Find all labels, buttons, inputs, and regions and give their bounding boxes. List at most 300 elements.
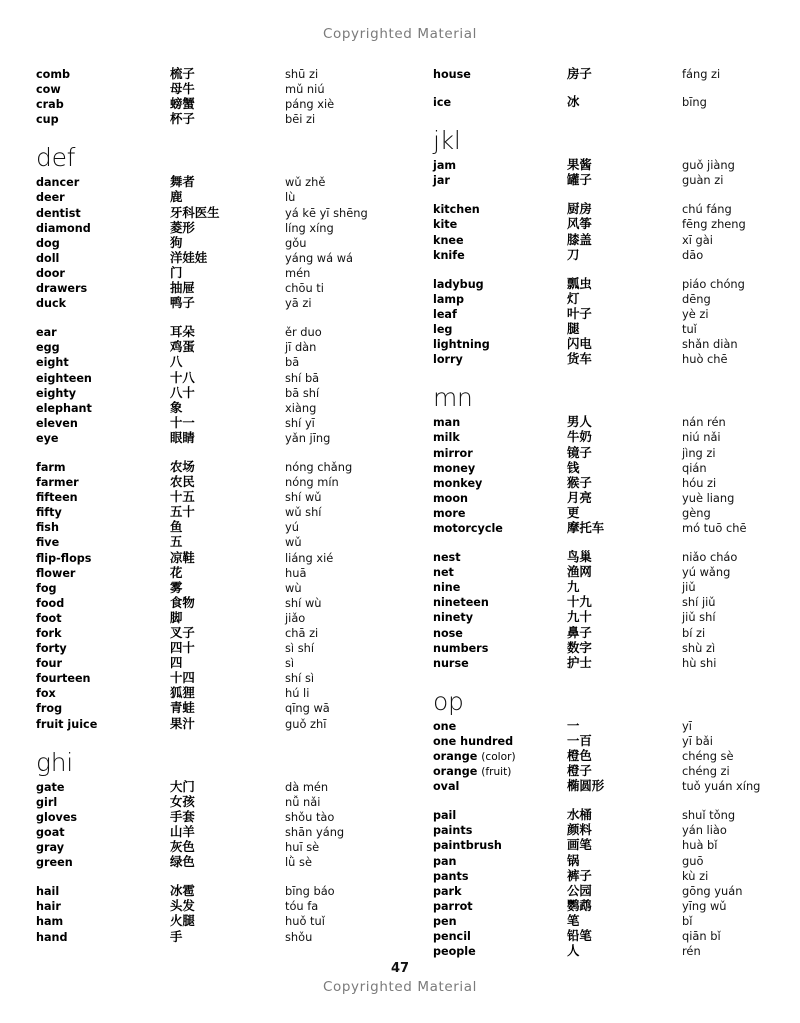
entry-chinese: 人 (567, 943, 580, 959)
entry-chinese: 大门 (170, 778, 195, 794)
entry-pinyin: chā zi (285, 626, 319, 640)
entry-english: goat (36, 825, 65, 839)
entry-pinyin: shù zì (682, 640, 716, 655)
entry-english: more (433, 506, 466, 520)
entry-chinese: 舞者 (170, 174, 195, 190)
entry-chinese: 食物 (170, 594, 195, 610)
entry-chinese: 护士 (567, 654, 592, 670)
entry-pinyin: bā shí (285, 385, 320, 400)
entry-chinese: 螃蟹 (170, 96, 195, 112)
section-header: ghi (36, 747, 73, 777)
dictionary-entry (433, 172, 800, 187)
entry-english: eye (36, 431, 59, 445)
entry-chinese: 八十 (170, 384, 195, 400)
entry-group (36, 883, 403, 943)
entry-group (36, 459, 403, 731)
dictionary-entry (433, 579, 800, 594)
entry-chinese: 手套 (170, 808, 195, 824)
entry-chinese: 数字 (567, 639, 592, 655)
entry-chinese: 橙子 (567, 763, 592, 779)
entry-pinyin: chéng zi (682, 764, 730, 779)
dictionary-entry (433, 564, 800, 579)
entry-pinyin: huò chē (682, 352, 728, 367)
entry-pinyin: fáng zi (682, 67, 721, 81)
dictionary-entry (36, 610, 403, 625)
dictionary-entry (433, 232, 800, 247)
dictionary-entry (36, 459, 403, 474)
dictionary-entry (36, 415, 403, 430)
entry-chinese: 杯子 (170, 111, 195, 127)
entry-chinese: 梳子 (170, 66, 195, 81)
entry-english: fruit juice (36, 717, 98, 731)
entry-pinyin: jī dàn (285, 340, 317, 355)
entry-chinese: 男人 (567, 414, 592, 430)
section-op (433, 686, 800, 959)
entry-pinyin: wù (285, 580, 302, 595)
entry-pinyin: bā (285, 355, 300, 370)
dictionary-entry (36, 370, 403, 385)
entry-chinese: 五十 (170, 504, 195, 520)
dictionary-entry (433, 837, 800, 852)
dictionary-entry (36, 250, 403, 265)
entry-english: pants (433, 869, 469, 883)
entry-english: nurse (433, 656, 469, 670)
dictionary-entry (433, 66, 800, 81)
entry-pinyin: yè zi (682, 306, 709, 321)
entry-pinyin: xiàng (285, 400, 317, 415)
entry-english: farmer (36, 476, 79, 490)
dictionary-entry (36, 295, 403, 310)
entry-chinese: 冰 (567, 94, 580, 110)
entry-pinyin: huà bǐ (682, 838, 718, 853)
section-ghi (36, 747, 403, 944)
entry-english: knife (433, 248, 465, 262)
entry-chinese: 风筝 (567, 216, 592, 232)
dictionary-entry (433, 321, 800, 336)
entry-english: pencil (433, 930, 471, 944)
entry-english: house (433, 68, 471, 81)
entry-english: lamp (433, 292, 465, 306)
entry-pinyin: huǒ tuǐ (285, 914, 325, 929)
entry-english: deer (36, 191, 65, 205)
entry-pinyin: niǎo cháo (682, 550, 738, 565)
section-continued (36, 66, 403, 126)
entry-chinese: 九 (567, 579, 580, 595)
entry-chinese: 货车 (567, 351, 592, 367)
dictionary-entry (433, 718, 800, 733)
entry-chinese: 四 (170, 655, 183, 671)
entry-english: door (36, 266, 65, 280)
dictionary-entry (36, 655, 403, 670)
entry-pinyin: jiǎo (285, 610, 306, 625)
entry-chinese: 腿 (567, 321, 580, 337)
entry-chinese: 刀 (567, 246, 580, 262)
entry-pinyin: wǔ zhě (285, 175, 326, 190)
dictionary-entry (433, 609, 800, 624)
entry-english: nose (433, 626, 463, 640)
entry-english: crab (36, 98, 64, 112)
entry-english: food (36, 596, 65, 610)
entry-chinese: 闪电 (567, 336, 592, 352)
dictionary-entry (36, 339, 403, 354)
dictionary-entry (36, 430, 403, 445)
entry-chinese: 一百 (567, 732, 592, 748)
entry-english: ear (36, 326, 57, 340)
section-continued (433, 66, 800, 109)
entry-pinyin: liáng xié (285, 550, 334, 565)
entry-chinese: 更 (567, 504, 580, 520)
entry-pinyin: hù shi (682, 655, 717, 670)
entry-pinyin: qiān bǐ (682, 929, 721, 944)
entry-chinese: 瓢虫 (567, 275, 592, 291)
dictionary-entry (36, 779, 403, 794)
entry-pinyin: yǎn jīng (285, 430, 331, 445)
dictionary-entry (433, 655, 800, 670)
entry-english: motorcycle (433, 521, 503, 535)
entry-pinyin: piáo chóng (682, 276, 745, 291)
entry-chinese: 月亮 (567, 489, 592, 505)
entry-english: elephant (36, 401, 92, 415)
entry-chinese: 一 (567, 717, 580, 733)
entry-pinyin: nóng chǎng (285, 459, 353, 474)
dictionary-entry (433, 157, 800, 172)
entry-english: fifteen (36, 491, 78, 505)
dictionary-entry (36, 839, 403, 854)
entry-chinese: 水桶 (567, 807, 592, 823)
dictionary-entry (433, 733, 800, 748)
dictionary-entry (433, 883, 800, 898)
entry-pinyin: sì shí (285, 641, 315, 656)
entry-pinyin: bēi zi (285, 112, 316, 127)
dictionary-entry (433, 625, 800, 640)
entry-pinyin: yī bǎi (682, 733, 713, 748)
entry-chinese: 冰雹 (170, 883, 195, 899)
dictionary-entry (36, 354, 403, 369)
entry-english: pen (433, 914, 457, 928)
entry-english: one hundred (433, 734, 514, 748)
entry-english-word: orange (433, 750, 478, 763)
entry-english: green (36, 856, 73, 870)
entry-pinyin: guàn zi (682, 173, 724, 188)
dictionary-entry (36, 565, 403, 580)
entry-group (433, 549, 800, 670)
entry-chinese: 鱼 (170, 519, 183, 535)
entry-pinyin: guǒ zhī (285, 716, 327, 731)
entry-english: foot (36, 611, 62, 625)
entry-english: numbers (433, 641, 489, 655)
entry-chinese: 十四 (170, 670, 195, 686)
entry-english: kitchen (433, 203, 480, 217)
entry-english: monkey (433, 476, 483, 490)
entry-chinese: 公园 (567, 882, 592, 898)
entry-english: gray (36, 841, 65, 855)
entry-pinyin: shǒu tào (285, 809, 335, 824)
entry-english: ladybug (433, 277, 484, 291)
dictionary-entry (36, 625, 403, 640)
entry-chinese: 鹿 (170, 189, 183, 205)
entry-pinyin: chú fáng (682, 202, 732, 217)
right-column (433, 66, 800, 972)
entry-chinese: 耳朵 (170, 324, 195, 340)
entry-chinese: 八 (170, 354, 183, 370)
entry-pinyin: jiǔ shí (682, 610, 716, 625)
entry-group (433, 201, 800, 261)
entry-chinese: 叶子 (567, 305, 592, 321)
dictionary-entry (433, 429, 800, 444)
dictionary-entry (36, 809, 403, 824)
entry-english: pan (433, 854, 457, 868)
dictionary-entry (433, 594, 800, 609)
entry-pinyin: dēng (682, 291, 711, 306)
entry-chinese: 十八 (170, 369, 195, 385)
entry-english: parrot (433, 899, 473, 913)
dictionary-entry (433, 868, 800, 883)
entry-english: nest (433, 551, 461, 565)
dictionary-entry (36, 265, 403, 280)
entry-english: diamond (36, 221, 91, 235)
entry-pinyin: lù (285, 190, 296, 205)
dictionary-entry (433, 445, 800, 460)
entry-english: fog (36, 581, 57, 595)
entry-chinese: 凉鞋 (170, 549, 195, 565)
entry-chinese: 脚 (170, 609, 183, 625)
dictionary-entry (36, 794, 403, 809)
entry-group (433, 157, 800, 187)
dictionary-entry (433, 247, 800, 262)
dictionary-entry (433, 928, 800, 943)
entry-english: lightning (433, 338, 490, 352)
entry-pinyin: qīng wā (285, 701, 330, 716)
entry-chinese: 锅 (567, 852, 580, 868)
entry-chinese: 镜子 (567, 444, 592, 460)
entry-pinyin: guǒ jiàng (682, 158, 735, 173)
entry-english: farm (36, 460, 66, 474)
entry-english (433, 749, 567, 765)
entry-pinyin: páng xiè (285, 97, 335, 112)
dictionary-entry (36, 883, 403, 898)
entry-chinese: 果酱 (567, 157, 592, 173)
entry-pinyin: chōu ti (285, 281, 324, 296)
dictionary-entry (433, 520, 800, 535)
entry-english-word: orange (433, 765, 478, 779)
entry-group (36, 324, 403, 445)
entry-pinyin: gǒu (285, 235, 307, 250)
entry-pinyin: tuǒ yuán xíng (682, 779, 761, 794)
dictionary-entry (433, 807, 800, 822)
entry-chinese: 火腿 (170, 913, 195, 929)
entry-english: frog (36, 702, 63, 716)
entry-chinese: 青蛙 (170, 700, 195, 716)
dictionary-entry (36, 174, 403, 189)
section-header: jkl (433, 126, 461, 156)
entry-english: mirror (433, 446, 473, 460)
dictionary-entry (433, 778, 800, 793)
entry-chinese: 灯 (567, 290, 580, 306)
entry-chinese: 膝盖 (567, 231, 592, 247)
entry-chinese: 母牛 (170, 81, 195, 97)
dictionary-entry (36, 474, 403, 489)
entry-pinyin: dà mén (285, 779, 329, 794)
entry-english: fifty (36, 506, 62, 520)
entry-english-qualifier: (fruit) (481, 766, 512, 779)
dictionary-entry (433, 822, 800, 837)
entry-chinese: 笔 (567, 912, 580, 928)
entry-english: knee (433, 233, 464, 247)
dictionary-entry (433, 351, 800, 366)
entry-chinese: 农民 (170, 474, 195, 490)
entry-english: eighteen (36, 371, 92, 385)
entry-group (433, 807, 800, 958)
section-jkl (433, 128, 800, 366)
dictionary-entry (433, 853, 800, 868)
dictionary-entry (36, 898, 403, 913)
entry-english: money (433, 461, 476, 475)
entry-pinyin: gōng yuán (682, 883, 743, 898)
entry-english: net (433, 566, 454, 580)
dictionary-entry (36, 685, 403, 700)
dictionary-entry (433, 549, 800, 564)
copyright-watermark-bottom: Copyrighted Material (323, 979, 477, 995)
entry-chinese: 鹦鹉 (567, 897, 592, 913)
entry-english: paints (433, 824, 473, 838)
section-header: mn (433, 383, 473, 413)
dictionary-entry (433, 640, 800, 655)
entry-english: dog (36, 236, 60, 250)
entry-chinese: 十九 (567, 594, 592, 610)
dictionary-entry (36, 205, 403, 220)
entry-english: fox (36, 687, 56, 701)
entry-chinese: 鼻子 (567, 624, 592, 640)
section-header: op (433, 686, 464, 716)
entry-pinyin: tuǐ (682, 322, 697, 337)
entry-english: cup (36, 113, 59, 127)
section-header: def (36, 143, 76, 173)
dictionary-entry (433, 336, 800, 351)
entry-pinyin: yīng wǔ (682, 898, 727, 913)
entry-group (433, 414, 800, 535)
entry-chinese: 眼睛 (170, 429, 195, 445)
entry-english: hair (36, 900, 61, 914)
entry-english: drawers (36, 282, 88, 296)
entry-pinyin: qián (682, 460, 707, 475)
entry-chinese: 雾 (170, 579, 183, 595)
section-mn (433, 385, 800, 670)
entry-english: hand (36, 930, 68, 944)
entry-chinese: 摩托车 (567, 519, 605, 535)
dictionary-entry (433, 306, 800, 321)
entry-english: jar (433, 174, 450, 188)
dictionary-entry (36, 854, 403, 869)
entry-english: leg (433, 323, 453, 337)
entry-english: man (433, 416, 461, 430)
dictionary-entry (433, 216, 800, 231)
dictionary-entry (36, 716, 403, 731)
dictionary-entry (36, 504, 403, 519)
entry-chinese: 橙色 (567, 748, 592, 763)
entry-pinyin: bīng báo (285, 884, 335, 899)
entry-chinese: 颜料 (567, 822, 592, 838)
entry-chinese: 鸡蛋 (170, 339, 195, 355)
entry-pinyin: yáng wá wá (285, 250, 354, 265)
entry-chinese: 手 (170, 928, 183, 944)
entry-english: eleven (36, 416, 78, 430)
entry-chinese: 罐子 (567, 172, 592, 188)
entry-english: lorry (433, 353, 463, 367)
entry-pinyin: niú nǎi (682, 430, 721, 445)
entry-chinese: 门 (170, 264, 183, 280)
entry-pinyin: sì (285, 656, 295, 671)
entry-pinyin: nóng mín (285, 475, 339, 490)
entry-pinyin: shān yáng (285, 824, 345, 839)
dictionary-entry (36, 550, 403, 565)
entry-english: fourteen (36, 672, 91, 686)
entry-english: flip-flops (36, 551, 92, 565)
entry-chinese: 洋娃娃 (170, 249, 208, 265)
entry-chinese: 狐狸 (170, 685, 195, 701)
entry-pinyin: yú wǎng (682, 565, 731, 580)
entry-pinyin: shū zi (285, 67, 319, 81)
dictionary-entry (433, 913, 800, 928)
entry-chinese: 绿色 (170, 854, 195, 870)
entry-pinyin: chéng sè (682, 749, 734, 763)
entry-chinese: 狗 (170, 234, 183, 250)
entry-english: duck (36, 297, 67, 311)
entry-english: kite (433, 218, 458, 232)
dictionary-entry (36, 324, 403, 339)
entry-english: fish (36, 521, 59, 535)
entry-english: gloves (36, 810, 78, 824)
dictionary-entry (36, 700, 403, 715)
entry-english-qualifier: (color) (481, 751, 516, 763)
entry-chinese: 叉子 (170, 625, 195, 640)
dictionary-entry (36, 913, 403, 928)
entry-chinese: 菱形 (170, 219, 195, 235)
entry-english: pail (433, 809, 457, 823)
entry-english: girl (36, 795, 58, 809)
dictionary-entry (36, 534, 403, 549)
entry-english: moon (433, 491, 468, 505)
dictionary-entry (36, 235, 403, 250)
entry-group (433, 276, 800, 367)
entry-chinese: 灰色 (170, 839, 195, 855)
entry-english: nineteen (433, 596, 489, 610)
entry-english: four (36, 657, 63, 671)
entry-chinese: 椭圆形 (567, 778, 605, 794)
entry-pinyin: mén (285, 265, 311, 280)
entry-pinyin: mó tuō chē (682, 520, 747, 535)
dictionary-entry (433, 414, 800, 429)
entry-pinyin: shí bā (285, 370, 320, 385)
entry-english: jam (433, 159, 457, 173)
entry-pinyin: xī gài (682, 232, 713, 247)
dictionary-entry (36, 220, 403, 235)
entry-pinyin: nǚ nǎi (285, 794, 321, 809)
entry-chinese: 牛奶 (567, 429, 592, 445)
entry-pinyin: jiǔ (682, 580, 696, 595)
entry-english: eight (36, 356, 69, 370)
page-number: 47 (390, 961, 410, 976)
dictionary-entry (36, 189, 403, 204)
dictionary-entry (433, 748, 800, 763)
entry-chinese: 牙科医生 (170, 204, 220, 220)
entry-pinyin: wǔ (285, 535, 302, 550)
entry-pinyin: bīng (682, 95, 707, 110)
entry-english: doll (36, 251, 60, 265)
entry-pinyin: huā (285, 565, 307, 580)
entry-pinyin: tóu fa (285, 899, 319, 914)
dictionary-entry (36, 81, 403, 96)
entry-pinyin: shǎn diàn (682, 337, 738, 352)
